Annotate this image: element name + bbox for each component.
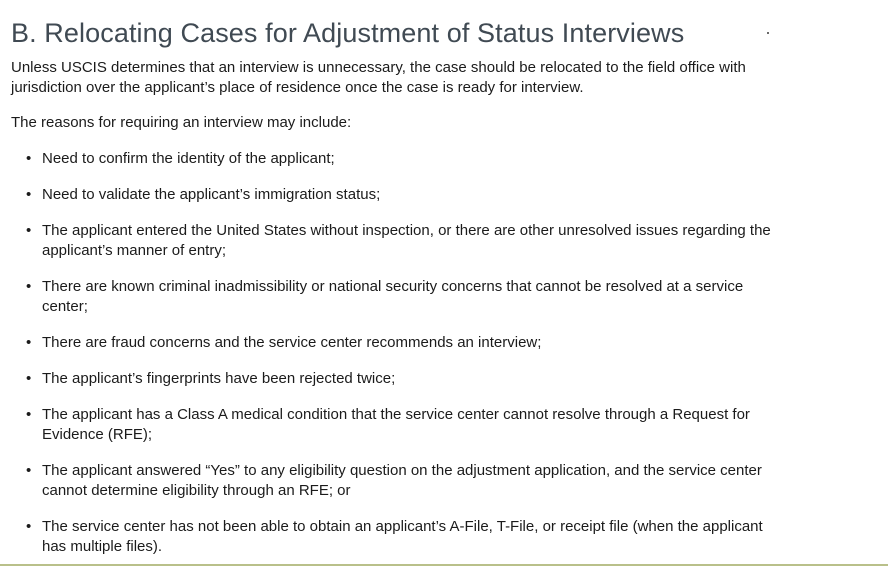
list-item-text: The applicant’s fingerprints have been rejected twice;: [42, 370, 396, 387]
intro-paragraph: Unless USCIS determines that an interview is unnecessary, the case should be relocated to the field office with jurisdiction over the applicant’s place of residence once the case is ready for interview.: [11, 59, 746, 96]
policy-section: [11, 14, 781, 573]
list-item-text: The applicant has a Class A medical condition that the service center cannot resolve through a Request for Evidence (RFE);: [42, 406, 750, 443]
list-item: [11, 517, 787, 557]
list-item: [11, 369, 787, 389]
bullet-icon: •: [26, 406, 32, 423]
bullet-icon: •: [26, 334, 32, 351]
list-item: [11, 185, 787, 205]
list-item: [11, 149, 787, 169]
list-item-text: The applicant entered the United States without inspection, or there are other unresolved issues regarding the applicant’s manner of entry;: [42, 222, 771, 259]
list-item-text: Need to confirm the identity of the applicant;: [42, 150, 335, 167]
reasons-list: [11, 149, 781, 557]
list-item-text: The service center has not been able to obtain an applicant’s A-File, T-File, or receipt file (when the applicant has multiple files).: [42, 518, 763, 555]
list-item: [11, 333, 787, 353]
list-item: [11, 221, 787, 261]
bullet-icon: •: [26, 278, 32, 295]
bullet-icon: •: [26, 186, 32, 203]
list-item: [11, 461, 787, 501]
bullet-icon: •: [26, 518, 32, 535]
bullet-icon: •: [26, 222, 32, 239]
list-item-text: There are known criminal inadmissibility or national security concerns that cannot be resolved at a service center;: [42, 278, 744, 315]
section-heading: B. Relocating Cases for Adjustment of Status Interviews: [11, 18, 685, 48]
list-item-text: The applicant answered “Yes” to any eligibility question on the adjustment application, and the service center cannot determine eligibility through an RFE; or: [42, 462, 762, 499]
list-item-text: Need to validate the applicant’s immigration status;: [42, 186, 381, 203]
bullet-icon: •: [26, 462, 32, 479]
stray-dot: [767, 32, 769, 34]
list-item: [11, 277, 787, 317]
list-item-text: There are fraud concerns and the service center recommends an interview;: [42, 334, 542, 351]
list-item: [11, 405, 787, 445]
bullet-icon: •: [26, 150, 32, 167]
reasons-lead-paragraph: The reasons for requiring an interview may include:: [11, 114, 352, 131]
bullet-icon: •: [26, 370, 32, 387]
